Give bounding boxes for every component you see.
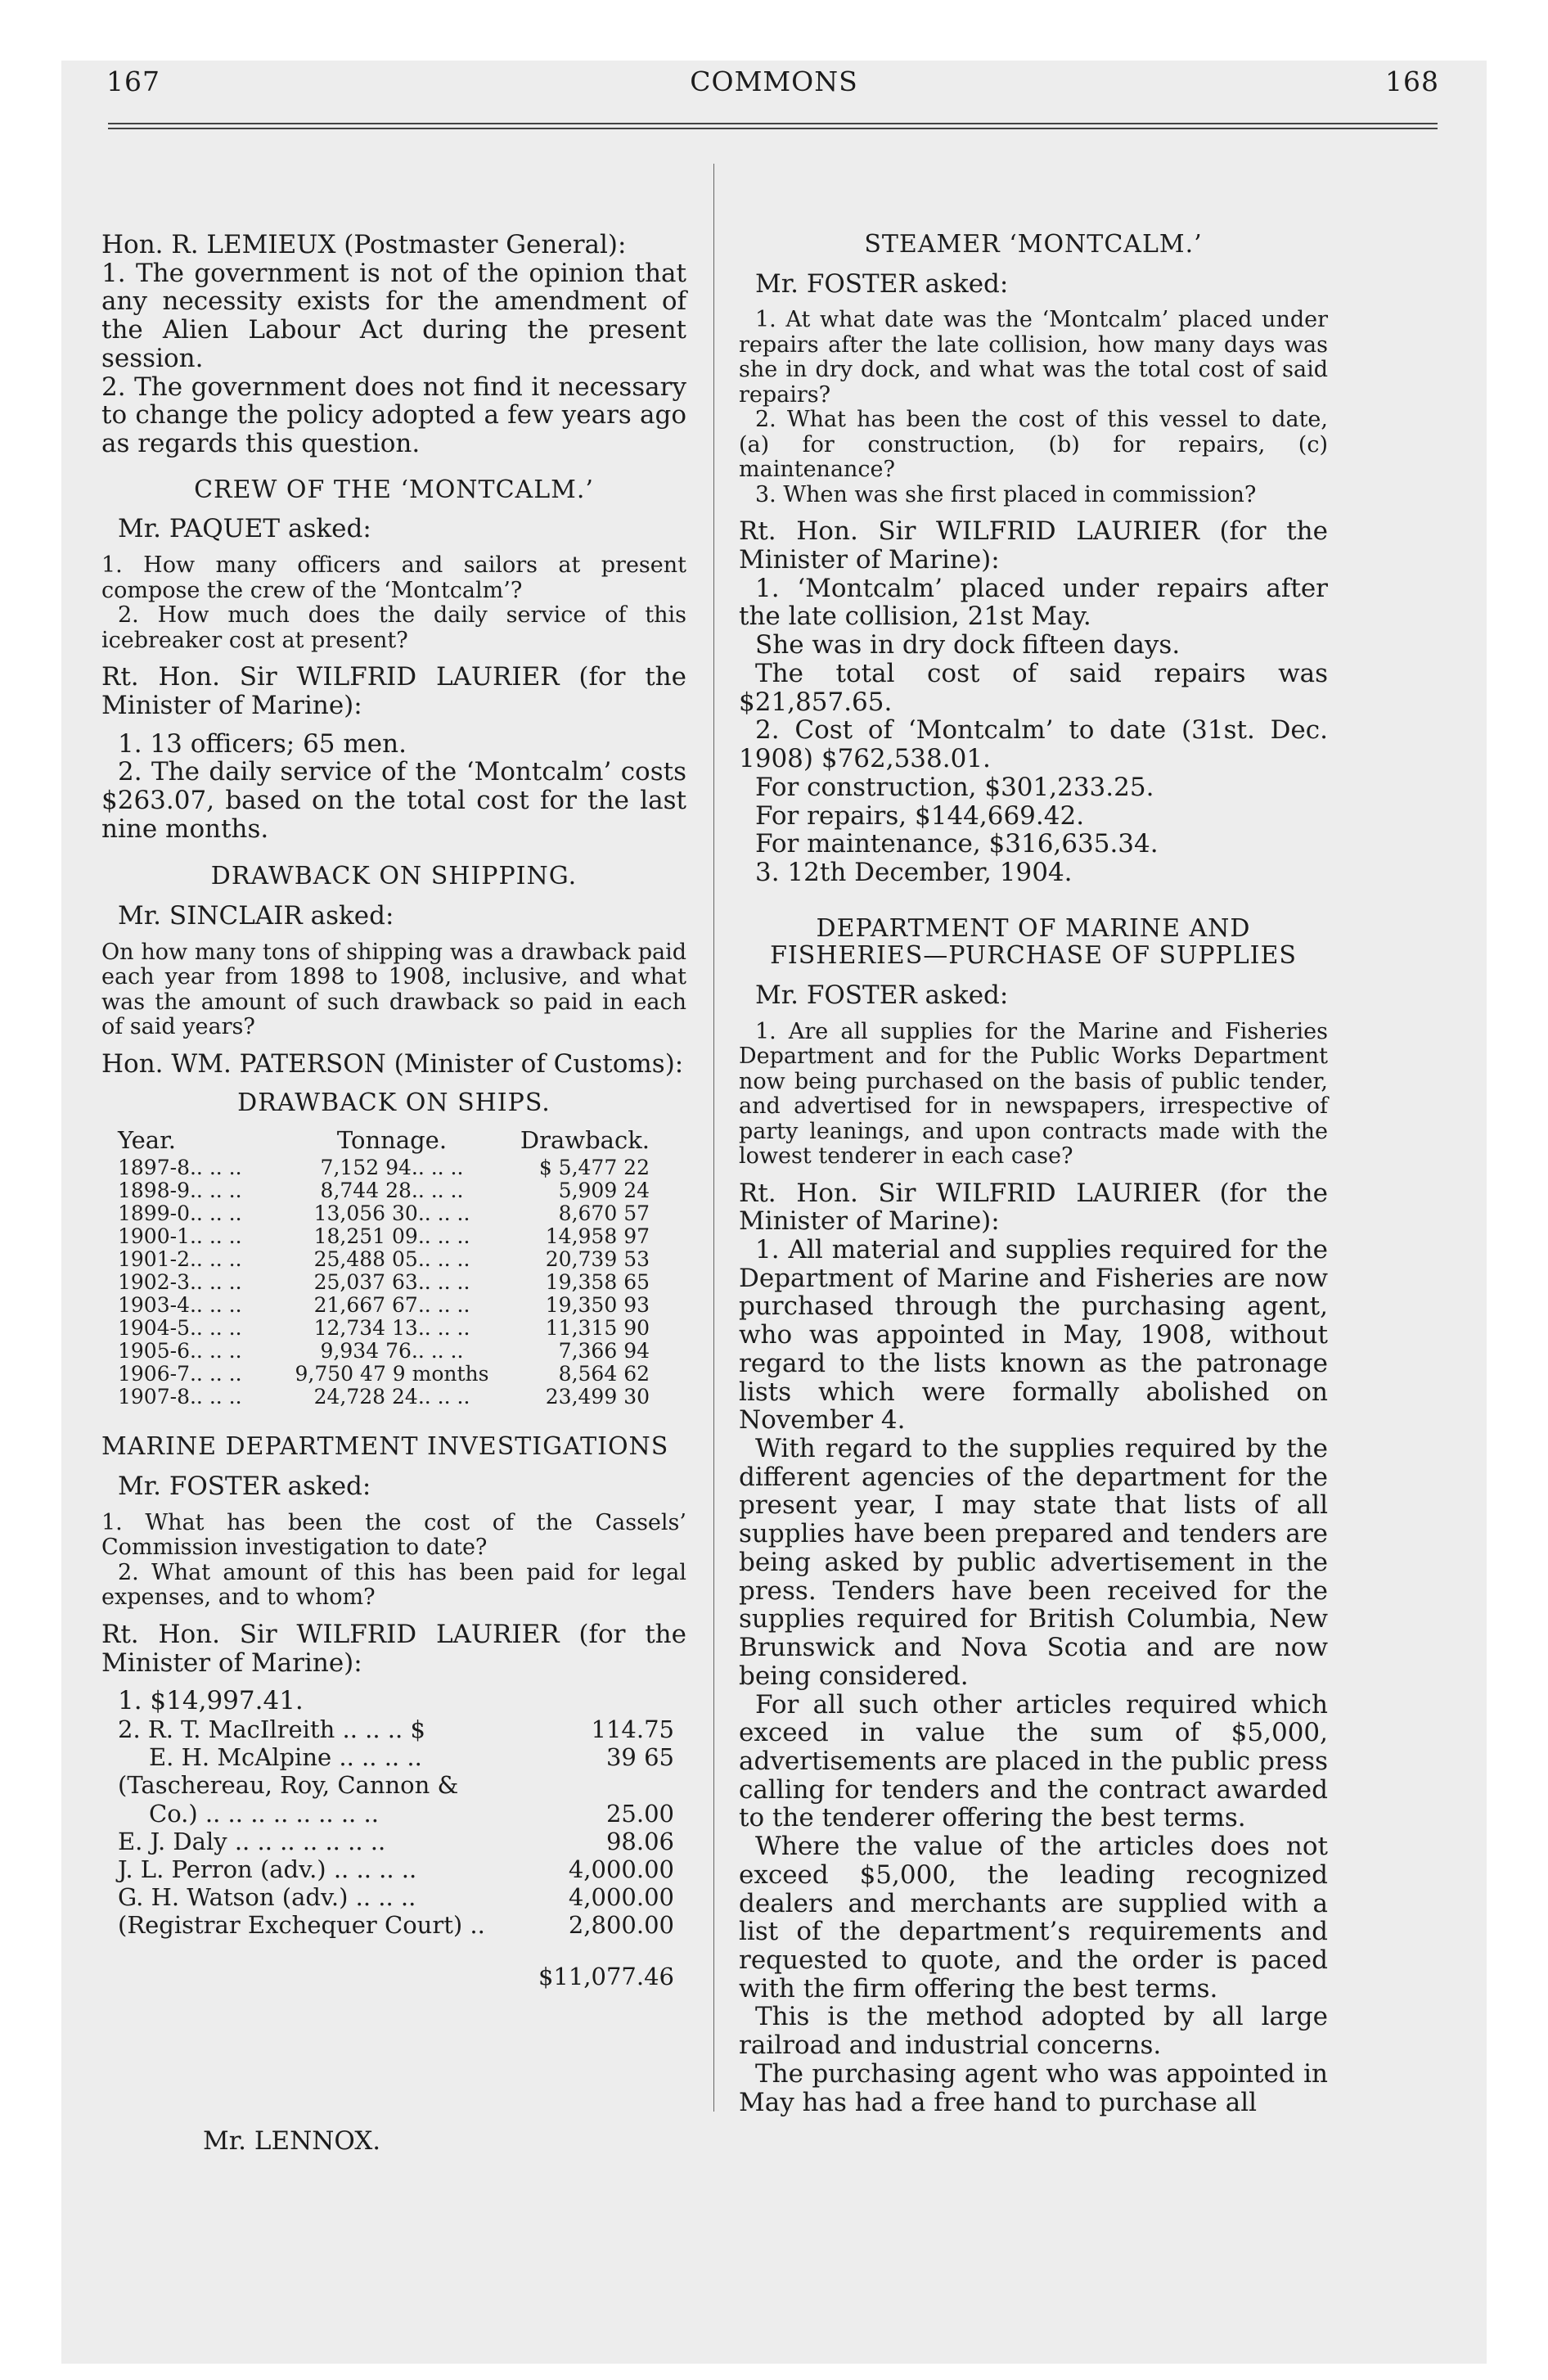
row-tonnage: 8,744 28.. .. .. <box>320 1179 464 1203</box>
row-year: 1904-5.. .. .. <box>118 1316 242 1341</box>
laurier-answer-3b: She was in dry dock fifteen days. <box>755 630 1181 660</box>
col-year: Year. <box>118 1126 176 1154</box>
laurier-speaker-1: Rt. Hon. Sir WILFRID LAURIER (for the Minister of Marine): <box>101 662 686 720</box>
drawback-table-row <box>118 1179 650 1202</box>
laurier-answer-3c: The total cost of said repairs was $21,857.65. <box>739 658 1328 717</box>
payment-payee: E. J. Daly .. .. .. .. .. .. .. <box>118 1827 386 1855</box>
row-year: 1902-3.. .. .. <box>118 1270 242 1295</box>
payment-amount: 4,000.00 <box>568 1883 674 1912</box>
row-year: 1901-2.. .. .. <box>118 1247 242 1272</box>
payment-payee: Co.) .. .. .. .. .. .. .. .. <box>149 1799 379 1828</box>
payment-payee: J. L. Perron (adv.) .. .. .. .. <box>118 1855 417 1884</box>
laurier-answer-3a: 1. ‘Montcalm’ placed under repairs after the late collision, 21st May. <box>739 573 1328 632</box>
laurier-answer-4a: 1. All material and supplies required for the Department of Marine and Fisheries are now purchased through the purchasing agent, who was appointed in May, 1908, without regard to the lists known as the patronage lists which were formally abolished on November 4. <box>739 1235 1328 1436</box>
payment-amount: 25.00 <box>605 1799 674 1828</box>
payment-amount: 4,000.00 <box>568 1855 674 1884</box>
row-drawback: 8,564 62 <box>558 1362 650 1386</box>
payment-row <box>118 1715 674 1743</box>
foster-question-1b: 2. What amount of this has been paid for legal expenses, and to whom? <box>101 1559 686 1611</box>
payment-amount: 39 65 <box>605 1743 674 1772</box>
payment-amount <box>524 1771 674 1799</box>
drawback-table-row <box>118 1248 650 1271</box>
row-drawback: 19,358 65 <box>545 1270 650 1295</box>
laurier-answer-3e: 3. 12th December, 1904. <box>755 857 1073 887</box>
row-year: 1905-6.. .. .. <box>118 1339 242 1364</box>
row-drawback: 23,499 30 <box>545 1385 650 1409</box>
header-rule-top <box>108 123 1438 124</box>
foster-question-2a: 1. At what date was the ‘Montcalm’ placed under repairs after the late collision, how many days was she in dry dock, and what was the total cost of said repairs? <box>739 307 1328 408</box>
row-drawback: $ 5,477 22 <box>538 1156 650 1180</box>
col-tonnage: Tonnage. <box>336 1126 448 1154</box>
paquet-asked: Mr. PAQUET asked: <box>118 514 371 544</box>
laurier-speaker-4: Rt. Hon. Sir WILFRID LAURIER (for the Minister of Marine): <box>739 1178 1328 1237</box>
payment-amount: 2,800.00 <box>568 1911 674 1940</box>
drawback-table-row <box>118 1340 650 1363</box>
page-number-left: 167 <box>106 65 160 97</box>
laurier-answer-3d: 2. Cost of ‘Montcalm’ to date (31st. Dec. 1908) $762,538.01. <box>739 715 1328 774</box>
laurier-answer-1a: 1. 13 officers; 65 men. <box>118 728 407 759</box>
row-tonnage: 21,667 67.. .. .. <box>313 1293 470 1318</box>
col-drawback: Drawback. <box>520 1126 650 1154</box>
foster-asked-3: Mr. FOSTER asked: <box>755 980 1009 1010</box>
page-number-right: 168 <box>1385 65 1439 97</box>
row-year: 1903-4.. .. .. <box>118 1293 242 1318</box>
row-year: 1898-9.. .. .. <box>118 1179 242 1203</box>
drawback-table-row <box>118 1202 650 1225</box>
row-tonnage: 9,934 76.. .. .. <box>320 1339 464 1364</box>
steamer-heading: STEAMER ‘MONTCALM.’ <box>864 230 1203 259</box>
laurier-speaker-2: Rt. Hon. Sir WILFRID LAURIER (for the Minister of Marine): <box>101 1619 686 1678</box>
drawback-table-row <box>118 1156 650 1179</box>
row-year: 1897-8.. .. .. <box>118 1156 242 1180</box>
lemieux-answer-1: 1. The government is not of the opinion that any necessity exists for the amendment of the Alien Labour Act during the present session. <box>101 258 686 373</box>
right-column <box>739 164 1328 2116</box>
row-drawback: 19,350 93 <box>545 1293 650 1318</box>
laurier-construction: For construction, $301,233.25. <box>755 772 1154 802</box>
payment-row <box>118 1883 674 1911</box>
paquet-question-1: 1. How many officers and sailors at present compose the crew of the ‘Montcalm’? <box>101 552 686 603</box>
lemieux-answer-2: 2. The government does not find it necessary to change the policy adopted a few years ago as regards this question. <box>101 372 686 459</box>
row-tonnage: 13,056 30.. .. .. <box>313 1201 470 1226</box>
drawback-table-body <box>118 1156 650 1409</box>
payment-amount: 114.75 <box>591 1715 674 1743</box>
payment-payee: G. H. Watson (adv.) .. .. .. <box>118 1883 416 1912</box>
row-tonnage: 7,152 94.. .. .. <box>320 1156 464 1180</box>
ships-heading: DRAWBACK ON SHIPS. <box>237 1089 551 1118</box>
row-tonnage: 25,037 63.. .. .. <box>313 1270 470 1295</box>
laurier-repairs: For repairs, $144,669.42. <box>755 800 1085 831</box>
payment-payee: E. H. McAlpine .. .. .. .. <box>149 1743 422 1772</box>
marine-investigations-heading: MARINE DEPARTMENT INVESTIGATIONS <box>101 1432 669 1462</box>
drawback-table-row <box>118 1294 650 1317</box>
foster-asked-2: Mr. FOSTER asked: <box>755 268 1009 299</box>
foster-question-3: 1. Are all supplies for the Marine and Fisheries Department and for the Public Works Department now being purchased on the basis of public tender, and advertised for in newspapers, irrespective of party leanings, and upon contracts made with the lowest tenderer in each case? <box>739 1018 1328 1170</box>
header-rule-bottom <box>108 128 1438 129</box>
sinclair-asked: Mr. SINCLAIR asked: <box>118 900 394 931</box>
lemieux-speaker: Hon. R. LEMIEUX (Postmaster General): <box>101 230 627 259</box>
payment-row <box>118 1771 674 1799</box>
crew-heading: CREW OF THE ‘MONTCALM.’ <box>194 475 594 504</box>
row-tonnage: 18,251 09.. .. .. <box>313 1224 470 1249</box>
payment-payee: 2. R. T. MacIlreith .. .. .. $ <box>118 1715 425 1743</box>
laurier-answer-2a: 1. $14,997.41. <box>118 1686 304 1716</box>
paquet-question-2: 2. How much does the daily service of this icebreaker cost at present? <box>101 602 686 653</box>
page-title: COMMONS <box>690 65 858 97</box>
foster-question-2b: 2. What has been the cost of this vessel to date, (a) for construction, (b) for repairs, (c) maintenance? <box>739 407 1328 483</box>
payment-row <box>118 1911 674 1939</box>
row-year: 1907-8.. .. .. <box>118 1385 242 1409</box>
drawback-heading: DRAWBACK ON SHIPPING. <box>210 862 578 891</box>
payments-table <box>118 1715 674 1990</box>
payment-row <box>118 1828 674 1855</box>
laurier-maintenance: For maintenance, $316,635.34. <box>755 829 1159 859</box>
laurier-answer-4d: Where the value of the articles does not exceed $5,000, the leading recognized dealers and merchants are supplied with a list of the department’s requirements and requested to quote, and the order is paced with the firm offering the best terms. <box>739 1832 1328 2004</box>
row-year: 1899-0.. .. .. <box>118 1201 242 1226</box>
payment-payee: (Registrar Exchequer Court) .. <box>118 1911 485 1940</box>
drawback-table <box>118 1127 650 1409</box>
drawback-table-row <box>118 1317 650 1340</box>
lennox-speaker: Mr. LENNOX. <box>203 2126 381 2156</box>
row-drawback: 14,958 97 <box>545 1224 650 1249</box>
row-year: 1906-7.. .. .. <box>118 1362 242 1386</box>
laurier-answer-4b: With regard to the supplies required by the different agencies of the department for the present year, I may state that lists of all supplies have been prepared and tenders are being asked by public advertisement in the press. Tenders have been received for the supplies required for British Columbia, New Brunswick and Nova Scotia and are now being considered. <box>739 1434 1328 1691</box>
laurier-answer-4e: This is the method adopted by all large railroad and industrial concerns. <box>739 2002 1328 2061</box>
laurier-answer-4c: For all such other articles required which exceed in value the sum of $5,000, advertisements are placed in the public press calling for tenders and the contract awarded to the tenderer offering the best terms. <box>739 1689 1328 1833</box>
row-drawback: 8,670 57 <box>558 1201 650 1226</box>
dept-supplies-heading: DEPARTMENT OF MARINE AND FISHERIES—PURCHASE OF SUPPLIES <box>770 913 1297 971</box>
payment-amount: 98.06 <box>605 1827 674 1855</box>
page-header <box>0 65 1548 106</box>
payments-table-body <box>118 1715 674 1940</box>
row-drawback: 11,315 90 <box>545 1316 650 1341</box>
foster-question-2c: 3. When was she first placed in commission? <box>755 481 1257 507</box>
payments-total-row <box>118 1940 674 1990</box>
laurier-speaker-3: Rt. Hon. Sir WILFRID LAURIER (for the Minister of Marine): <box>739 516 1328 575</box>
left-column <box>101 164 686 1990</box>
row-drawback: 20,739 53 <box>545 1247 650 1272</box>
drawback-table-row <box>118 1225 650 1248</box>
column-divider <box>713 164 714 2112</box>
payment-row <box>118 1800 674 1828</box>
laurier-answer-1b: 2. The daily service of the ‘Montcalm’ costs $263.07, based on the total cost for the last nine months. <box>101 757 686 844</box>
payment-payee: (Taschereau, Roy, Cannon & <box>118 1771 459 1800</box>
payment-row <box>118 1855 674 1883</box>
payments-total: $11,077.46 <box>538 1962 674 1990</box>
drawback-table-row <box>118 1363 650 1386</box>
drawback-table-row <box>118 1271 650 1294</box>
row-tonnage: 25,488 05.. .. .. <box>313 1247 470 1272</box>
row-drawback: 5,909 24 <box>558 1179 650 1203</box>
laurier-answer-4f: The purchasing agent who was appointed in May has had a free hand to purchase all <box>739 2058 1328 2117</box>
drawback-table-row <box>118 1386 650 1409</box>
row-year: 1900-1.. .. .. <box>118 1224 242 1249</box>
paterson-speaker: Hon. WM. PATERSON (Minister of Customs): <box>101 1048 684 1079</box>
payment-row <box>118 1743 674 1771</box>
foster-asked-1: Mr. FOSTER asked: <box>118 1472 371 1502</box>
row-tonnage: 9,750 47 9 months <box>295 1362 489 1386</box>
drawback-table-header <box>118 1127 650 1156</box>
row-tonnage: 24,728 24.. .. .. <box>313 1385 470 1409</box>
row-tonnage: 12,734 13.. .. .. <box>313 1316 470 1341</box>
row-drawback: 7,366 94 <box>558 1339 650 1364</box>
sinclair-question: On how many tons of shipping was a drawback paid each year from 1898 to 1908, inclusive, and what was the amount of such drawback so paid in each of said years? <box>101 939 686 1040</box>
foster-question-1a: 1. What has been the cost of the Cassels’ Commission investigation to date? <box>101 1509 686 1561</box>
